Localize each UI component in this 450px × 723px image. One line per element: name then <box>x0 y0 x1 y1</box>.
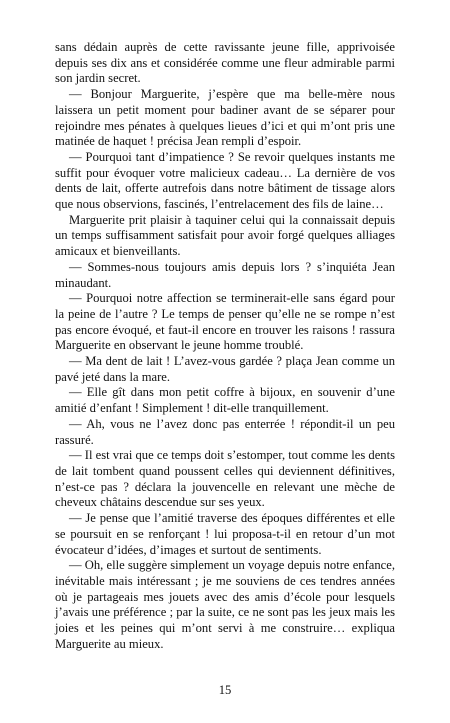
paragraph: — Elle gît dans mon petit coffre à bijoux, en souvenir d’une amitié d’enfant ! Simplement ! dit-elle tranquillement. <box>55 385 395 416</box>
paragraph: — Pourquoi notre affection se terminerait-elle sans égard pour la peine de l’autre ? Le temps de penser qu’elle ne se rompe n’est pas encore évoqué, et faut-il encore en trouver les raisons ! rassura Marguerite en observant le jeune homme troublé. <box>55 291 395 353</box>
paragraph: — Je pense que l’amitié traverse des époques différentes et elle se poursuit en se renforçant ! lui proposa-t-il en retour d’un mot évocateur d’idées, d’images et surtout de sentiments. <box>55 511 395 557</box>
paragraph: — Oh, elle suggère simplement un voyage depuis notre enfance, inévitable mais intéressant ; je me souviens de ces tendres années où je partageais mes jouets avec des amis d’école pour lesquels j’avais une préférence ; par la suite, ce ne sont pas les jeux mais les joies et les peines qui m’ont servi à me construire… expliqua Marguerite au mieux. <box>55 558 395 651</box>
paragraph: — Pourquoi tant d’impatience ? Se revoir quelques instants me suffit pour évoquer votre malicieux cadeau… La dernière de vos dents de lait, offerte autrefois dans notre bâtiment de tissage alors que nous observions, fascinés, l’entrelacement des fils de laine… <box>55 149 395 212</box>
paragraph: sans dédain auprès de cette ravissante jeune fille, apprivoisée depuis ses dix ans et considérée comme une fleur admirable parmi son jardin secret. <box>55 40 395 86</box>
page-body <box>55 40 395 652</box>
paragraph: — Ah, vous ne l’avez donc pas enterrée ! répondit-il un peu rassuré. <box>55 416 395 447</box>
paragraph: — Sommes-nous toujours amis depuis lors ? s’inquiéta Jean minaudant. <box>55 259 395 290</box>
paragraph: — Il est vrai que ce temps doit s’estomper, tout comme les dents de lait tombent quand poussent celles qui deviennent définitives, n’est-ce pas ? déclara la jouvencelle en relevant une mèche de cheveux châtains descendue sur ses yeux. <box>55 448 395 510</box>
paragraph: Marguerite prit plaisir à taquiner celui qui la connaissait depuis un temps suffisamment satisfait pour avoir forgé quelques alliages amicaux et bienveillants. <box>55 212 395 259</box>
page-number: 15 <box>218 683 232 697</box>
paragraph: — Bonjour Marguerite, j’espère que ma belle-mère nous laissera un petit moment pour badiner avant de se séparer pour rejoindre mes pénates à quelques lieues d’ici et qui m’ont pris une matinée de haquet ! précisa Jean rempli d’espoir. <box>55 87 395 149</box>
paragraph: — Ma dent de lait ! L’avez-vous gardée ? plaça Jean comme un pavé jeté dans la mare. <box>55 354 395 384</box>
